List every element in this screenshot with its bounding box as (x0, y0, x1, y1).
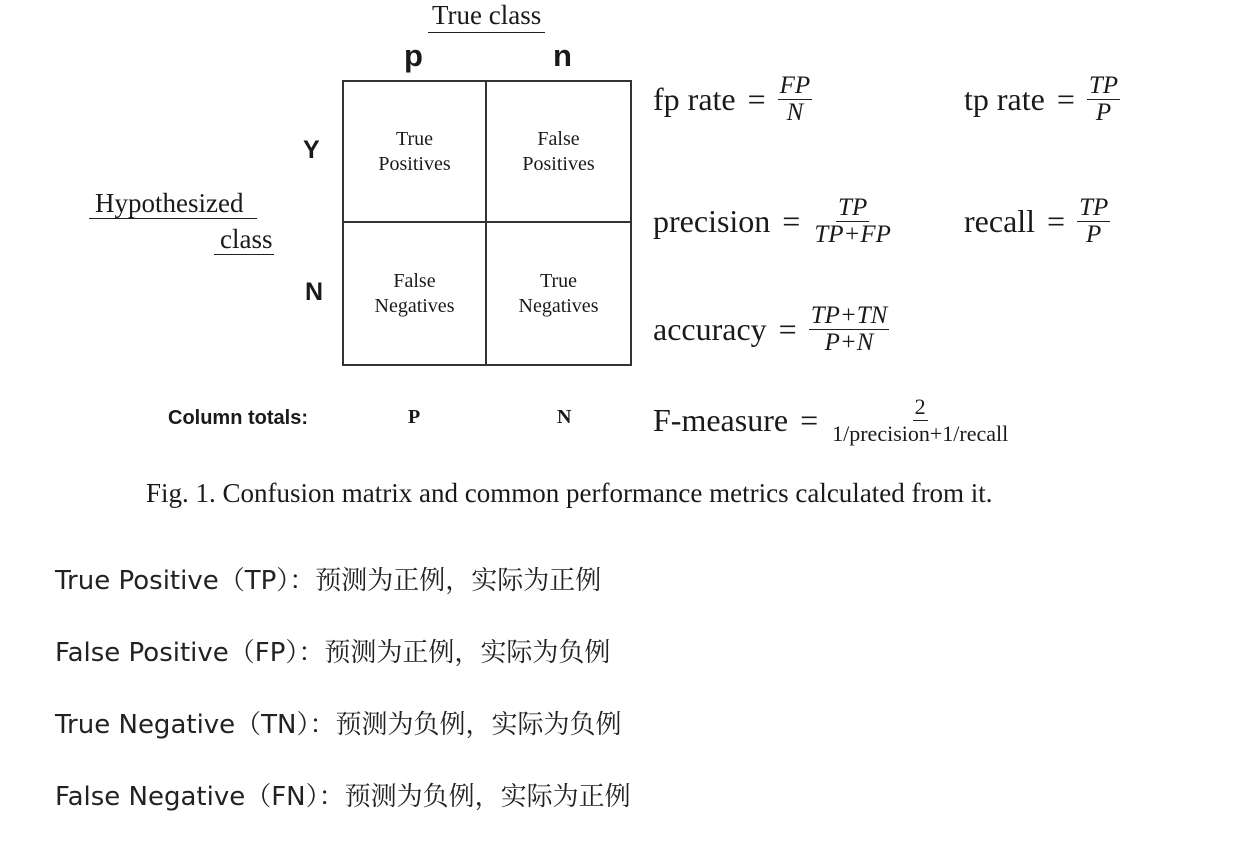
definition-true-positive: True Positive（TP）：预测为正例，实际为正例 (55, 566, 602, 596)
numerator: TP+TN (810, 302, 888, 329)
equals-sign: = (782, 203, 801, 239)
cell-true-negatives (487, 223, 630, 364)
column-totals-label: Column totals: (168, 407, 308, 429)
numerator: TP (1088, 72, 1119, 99)
hypothesized-class-label: class (214, 224, 274, 255)
cell-text: True Negatives (518, 269, 599, 317)
definition-false-negative: False Negative（FN）：预测为负例，实际为正例 (55, 782, 631, 812)
formula-f-measure (653, 395, 1010, 446)
cell-text: False Negatives (374, 269, 455, 317)
formula-tp-rate (964, 74, 1120, 125)
denominator: P+N (824, 329, 874, 356)
cell-true-positives (344, 82, 487, 223)
equals-sign: = (778, 311, 797, 347)
numerator: FP (779, 72, 811, 99)
denominator: TP+FP (814, 221, 891, 248)
formula-recall (964, 196, 1110, 247)
confusion-matrix (342, 80, 632, 366)
fraction (1077, 196, 1110, 247)
cell-text: True Positives (378, 127, 451, 175)
denominator: 1/precision+1/recall (832, 421, 1009, 446)
formula-lhs: accuracy (653, 311, 767, 347)
denominator: N (786, 99, 804, 126)
numerator: TP (838, 194, 868, 221)
fraction (1087, 74, 1120, 125)
true-class-label: True class (428, 0, 545, 33)
denominator: P (1086, 221, 1102, 248)
row-label-y: Y (303, 136, 320, 164)
numerator: 2 (914, 394, 926, 419)
equals-sign: = (1047, 203, 1066, 239)
definition-false-positive: False Positive（FP）：预测为正例，实际为负例 (55, 638, 611, 668)
column-label-p: p (404, 38, 423, 73)
fraction (830, 395, 1010, 446)
denominator: P (1095, 99, 1112, 126)
formula-precision (653, 196, 893, 247)
formula-accuracy (653, 304, 889, 355)
formula-fp-rate (653, 74, 812, 125)
numerator: TP (1079, 194, 1109, 221)
hypothesized-label: Hypothesized (89, 188, 257, 219)
formula-lhs: tp rate (964, 81, 1045, 117)
row-label-n: N (305, 278, 324, 306)
equals-sign: = (747, 81, 766, 117)
definition-true-negative: True Negative（TN）：预测为负例，实际为负例 (55, 710, 622, 740)
cell-false-negatives (344, 223, 487, 364)
column-label-n: n (553, 38, 572, 73)
fraction (812, 196, 893, 247)
fraction (809, 304, 890, 355)
cell-false-positives (487, 82, 630, 223)
formula-lhs: recall (964, 203, 1036, 239)
equals-sign: = (1056, 81, 1075, 117)
formula-lhs: precision (653, 203, 771, 239)
formula-lhs: fp rate (653, 81, 736, 117)
cell-text: False Positives (522, 127, 595, 175)
fraction (778, 74, 813, 125)
column-total-n: N (557, 406, 572, 428)
figure-caption: Fig. 1. Confusion matrix and common performance metrics calculated from it. (146, 478, 993, 508)
formula-lhs: F-measure (653, 402, 789, 438)
equals-sign: = (800, 402, 819, 438)
column-total-p: P (408, 406, 421, 428)
